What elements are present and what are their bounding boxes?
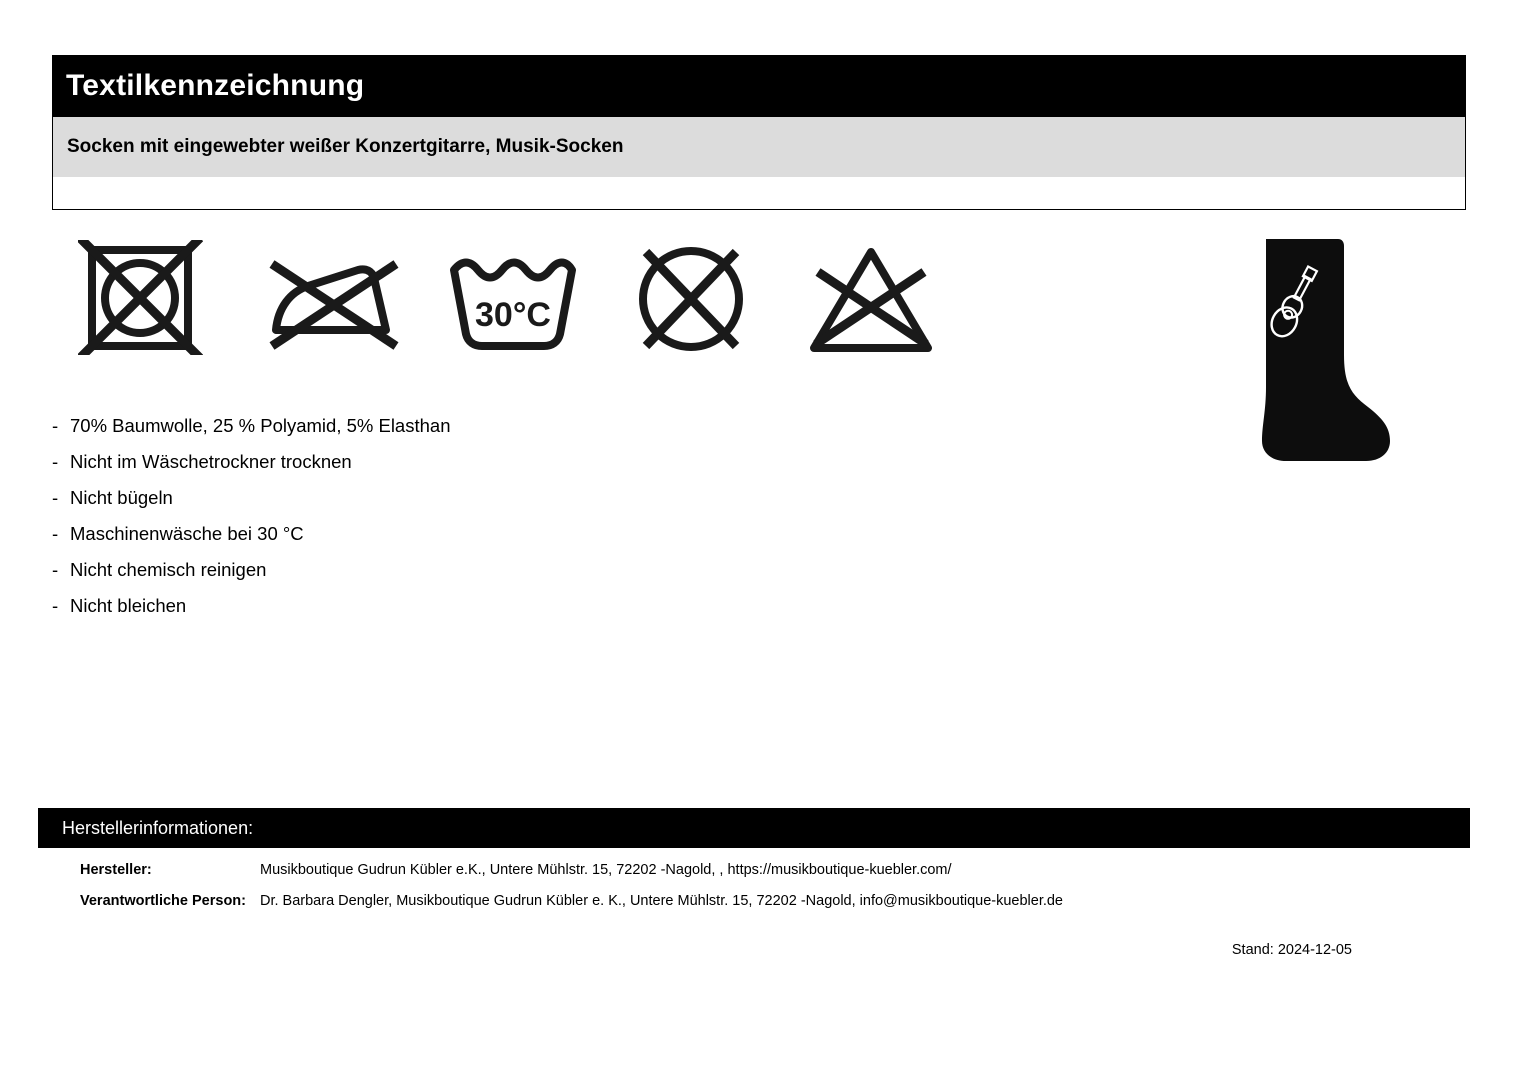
list-item-text: 70% Baumwolle, 25 % Polyamid, 5% Elasthan [70, 415, 451, 436]
product-name: Socken mit eingewebter weißer Konzertgitarre, Musik-Socken [67, 136, 624, 157]
machine-wash-30c-icon [448, 248, 578, 356]
responsible-person-label: Verantwortliche Person: [80, 893, 246, 909]
bullet-dash: - [52, 559, 59, 580]
table-row [80, 893, 1440, 909]
bullet-dash: - [52, 487, 59, 508]
bullet-dash: - [52, 523, 59, 544]
list-item-text: Nicht bleichen [70, 595, 187, 616]
list-item [52, 444, 952, 480]
bullet-dash: - [52, 415, 59, 436]
list-item [52, 552, 952, 588]
manufacturer-value: Musikboutique Gudrun Kübler e.K., Untere Mühlstr. 15, 72202 -Nagold, , https://musikboutique-kuebler.com/ [260, 862, 952, 878]
manufacturer-details [80, 862, 1440, 924]
manufacturer-label: Hersteller: [80, 862, 152, 878]
wash-temperature-label: 30°C [475, 296, 551, 334]
responsible-person-value: Dr. Barbara Dengler, Musikboutique Gudrun Kübler e. K., Untere Mühlstr. 15, 72202 -Nagold, info@musikboutique-kuebler.de [260, 893, 1064, 909]
page-title: Textilkennzeichnung [66, 69, 365, 102]
do-not-bleach-icon [806, 246, 936, 354]
document-date: Stand: 2024-12-05 [1231, 942, 1352, 958]
bullet-dash: - [52, 595, 59, 616]
list-item [52, 588, 952, 624]
list-item-text: Nicht im Wäschetrockner trocknen [70, 451, 352, 472]
document-header [52, 55, 1466, 210]
list-item [52, 480, 952, 516]
product-name-bar [52, 117, 1466, 177]
list-item [52, 516, 952, 552]
list-item-text: Nicht chemisch reinigen [70, 559, 267, 580]
list-item [52, 408, 952, 444]
list-item-text: Nicht bügeln [70, 487, 173, 508]
care-instruction-list [52, 408, 952, 624]
table-row [80, 862, 1440, 878]
title-bar [52, 55, 1466, 117]
bullet-dash: - [52, 451, 59, 472]
care-symbol-row [78, 240, 978, 370]
product-image-black-sock-with-guitar [1230, 235, 1410, 465]
header-spacer [52, 177, 1466, 210]
manufacturer-section-title: Herstellerinformationen: [62, 817, 254, 838]
do-not-iron-icon [268, 258, 403, 358]
list-item-text: Maschinenwäsche bei 30 °C [70, 523, 304, 544]
do-not-dry-clean-icon [636, 244, 746, 354]
manufacturer-section-header [38, 808, 1470, 848]
do-not-tumble-dry-icon [78, 240, 203, 355]
